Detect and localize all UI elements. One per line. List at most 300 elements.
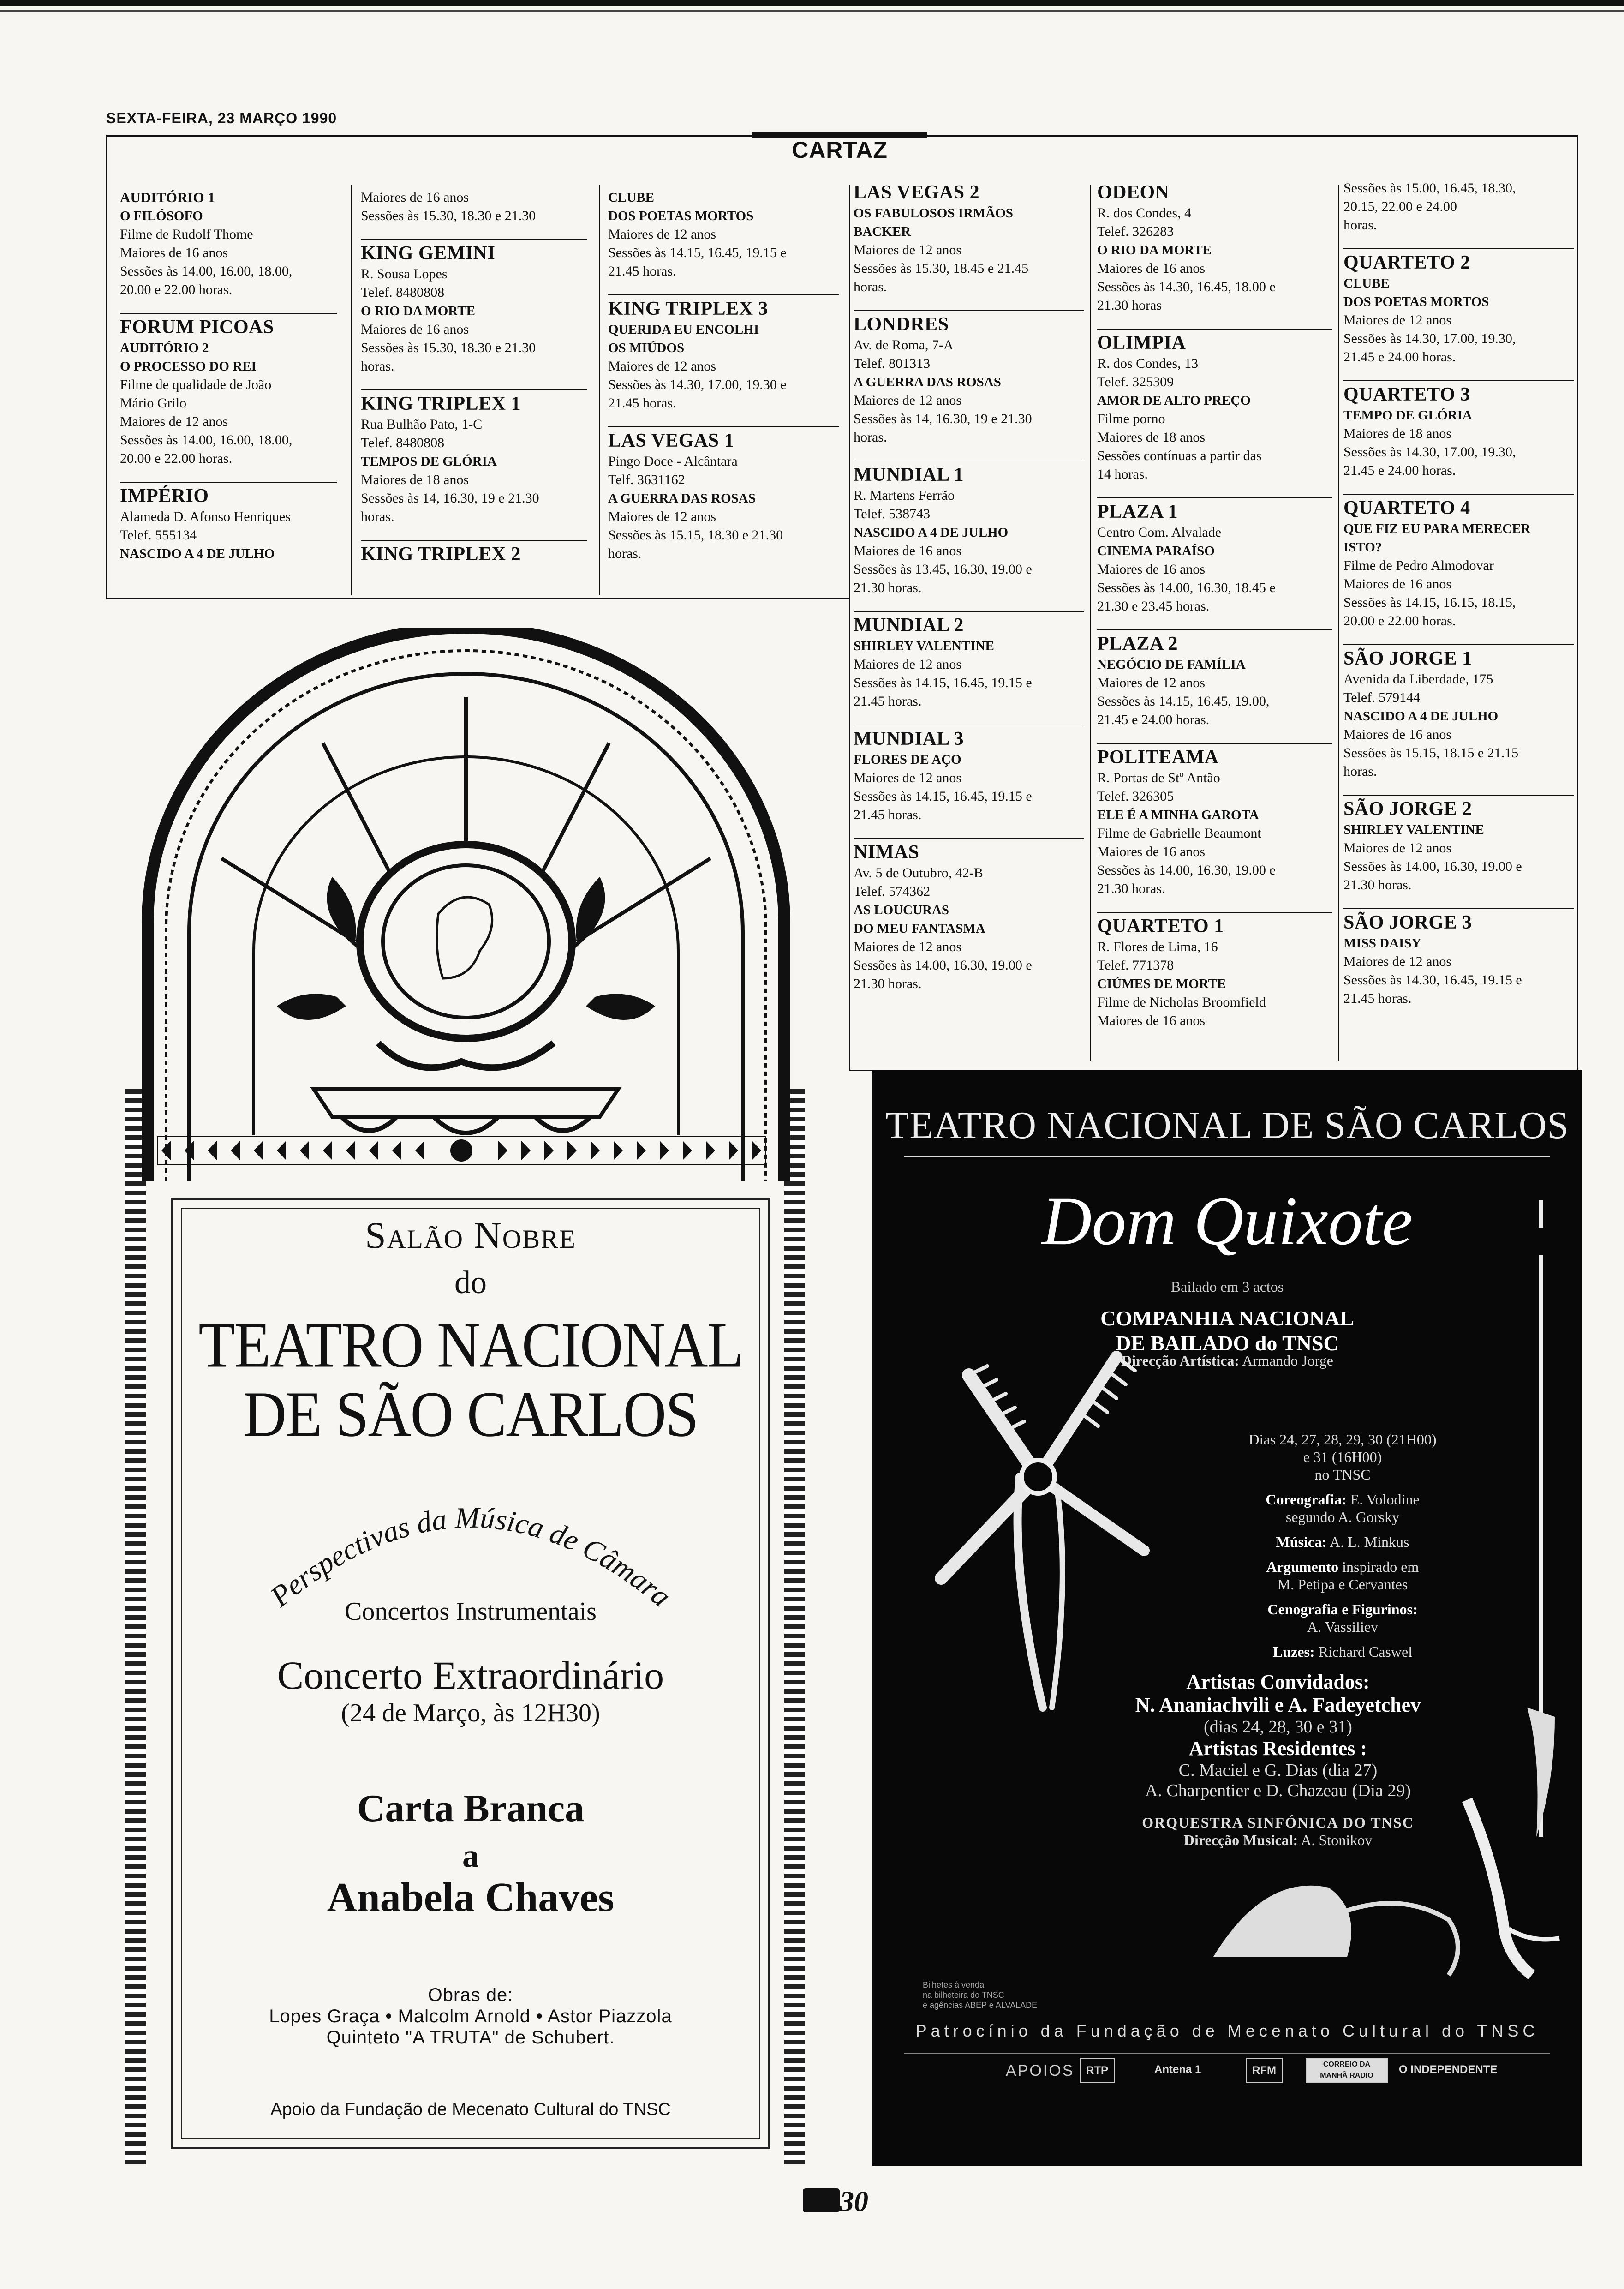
listing-line: horas.	[1343, 217, 1377, 233]
listing-line: Filme porno	[1097, 411, 1165, 426]
listing-line: Telef. 574362	[854, 884, 931, 899]
listing-line: Maiores de 12 anos	[1343, 954, 1452, 969]
page-number: 30	[840, 2186, 868, 2217]
dq-bilhetes-1: Bilhetes à venda	[923, 1980, 985, 1989]
listing-quarteto-1	[1097, 912, 1332, 1030]
film-title: MISS DAISY	[1343, 936, 1421, 951]
film-title: A GUERRA DAS ROSAS	[608, 491, 756, 506]
listing-king-triplex-3	[608, 294, 839, 413]
listing-line: Sessões às 15.15, 18.30 e 21.30	[608, 527, 783, 543]
dq-musica-name: A. L. Minkus	[1329, 1534, 1409, 1550]
listing-line: Sessões às 14.00, 16.30, 19.00 e	[854, 958, 1032, 973]
top-rule	[0, 0, 1624, 6]
listing-line: Filme de Pedro Almodovar	[1343, 558, 1494, 573]
venue-name: MUNDIAL 2	[854, 615, 964, 636]
listing-line: R. Portas de Stº Antão	[1097, 770, 1220, 785]
venue-name: QUARTETO 4	[1343, 497, 1470, 519]
cartaz-column-5	[1097, 181, 1332, 1044]
listing-line: 21.30 e 23.45 horas.	[1097, 599, 1210, 614]
listing-line: horas.	[854, 430, 887, 445]
ad-de-sao-carlos: DE SÃO CARLOS	[243, 1378, 698, 1450]
cartaz-border-mid	[849, 598, 850, 1071]
venue-rule	[120, 313, 337, 314]
listing-line: R. Flores de Lima, 16	[1097, 939, 1218, 954]
dq-companhia-line1: COMPANHIA NACIONAL	[1100, 1306, 1354, 1330]
listing-las-vegas-1	[608, 426, 839, 563]
venue-name: KING TRIPLEX 3	[608, 298, 768, 319]
listing-line: 21.30 horas	[1097, 298, 1162, 313]
listing-las-vegas-2	[854, 181, 1084, 296]
listing-line: horas.	[361, 509, 394, 524]
listing-line: Sessões às 14.00, 16.30, 19.00 e	[1097, 863, 1276, 878]
listing-line: horas.	[608, 546, 642, 561]
listing-line: Telef. 579144	[1343, 690, 1421, 705]
venue-name: QUARTETO 1	[1097, 916, 1224, 937]
listing-line: Maiores de 12 anos	[854, 939, 962, 954]
film-title: A GUERRA DAS ROSAS	[854, 375, 1001, 389]
dq-artistas	[1015, 1671, 1541, 1801]
venue-name: NIMAS	[854, 842, 919, 863]
listing-line: Av. 5 de Outubro, 42-B	[854, 865, 983, 881]
ad-concertos-instrumentais: Concertos Instrumentais	[345, 1597, 597, 1626]
listing-line: 21.30 horas.	[854, 976, 922, 991]
listing-line: Maiores de 16 anos	[361, 190, 469, 205]
venue-rule	[1343, 908, 1574, 909]
cartaz-border-right	[1577, 137, 1578, 1071]
dq-production-info	[1080, 1431, 1606, 1660]
venue-subname: AUDITÓRIO 2	[120, 341, 209, 355]
ad-carta-branca: Carta Branca	[357, 1787, 585, 1830]
dq-cenografia-name: A. Vassiliev	[1307, 1618, 1379, 1635]
listing-plaza-2	[1097, 629, 1332, 729]
dq-orquestra-name: ORQUESTRA SINFÓNICA DO TNSC	[1142, 1814, 1414, 1831]
dq-argumento	[1080, 1558, 1606, 1576]
listing-quarteto-3	[1343, 380, 1574, 480]
venue-rule	[854, 310, 1084, 311]
newspaper-logo	[803, 2188, 840, 2212]
venue-name: LONDRES	[854, 314, 949, 335]
col-divider-3	[849, 185, 850, 600]
listing-line: Maiores de 12 anos	[608, 227, 716, 242]
listing-line: Sessões às 15.15, 18.15 e 21.15	[1343, 745, 1519, 761]
listing-line: Centro Com. Alvalade	[1097, 525, 1222, 540]
dq-residentes-2: A. Charpentier e D. Chazeau (Dia 29)	[1145, 1781, 1411, 1800]
listing-mundial-2	[854, 611, 1084, 711]
frieze-ornament	[157, 1136, 766, 1165]
dq-musica	[1080, 1533, 1606, 1551]
listing-line: Maiores de 12 anos	[120, 414, 228, 429]
listing-line: horas.	[1343, 764, 1377, 779]
listing-line: Sessões às 14.00, 16.30, 19.00 e	[1343, 859, 1522, 874]
listing-plaza-1	[1097, 497, 1332, 616]
dq-bilhetes-2: na bilheteira do TNSC	[923, 1990, 1004, 2000]
dq-cenografia-label: Cenografia e Figurinos:	[1267, 1601, 1418, 1618]
film-title: SHIRLEY VALENTINE	[1343, 822, 1484, 837]
listing-line: Maiores de 12 anos	[608, 359, 716, 374]
venue-name: QUARTETO 3	[1343, 384, 1470, 405]
listing-line: 21.30 horas.	[854, 580, 922, 595]
dq-convidados-title: Artistas Convidados:	[1186, 1671, 1370, 1693]
film-title: CLUBE	[608, 190, 654, 205]
listing-line: Telef. 538743	[854, 506, 931, 521]
ad-perspectivas-arc-text	[181, 1463, 760, 1620]
listing-line: R. Martens Ferrão	[854, 488, 955, 503]
dq-direccao-label: Direcção Artística:	[1121, 1352, 1240, 1369]
listing-line: Sessões às 15.30, 18.30 e 21.30	[361, 340, 536, 355]
dq-coreografia-2: segundo A. Gorsky	[1285, 1509, 1400, 1525]
correio-logo: CORREIO DA MANHÃ RADIO	[1306, 2058, 1388, 2083]
listing-line: Telef. 555134	[120, 527, 197, 543]
venue-rule	[1097, 497, 1332, 498]
listing-line: Telef. 8480808	[361, 435, 445, 450]
venue-name: LAS VEGAS 1	[608, 430, 734, 451]
venue-rule	[854, 838, 1084, 839]
ad-obras-title: Obras de:	[428, 1985, 513, 2005]
venue-name: AUDITÓRIO 1	[120, 189, 215, 205]
listing-line: Sessões às 14.00, 16.30, 18.45 e	[1097, 580, 1276, 595]
venue-name: KING TRIPLEX 1	[361, 393, 521, 414]
listing-line: 21.45 horas.	[854, 694, 922, 709]
listing-line: Sessões às 14.30, 17.00, 19.30,	[1343, 444, 1516, 460]
venue-rule	[1343, 494, 1574, 495]
top-rule-thin	[0, 10, 1624, 12]
listing-line: 21.45 horas.	[854, 807, 922, 822]
listing-line: Maiores de 16 anos	[120, 245, 228, 260]
col-divider-1	[351, 185, 352, 595]
ad-teatro-nacional: TEATRO NACIONAL	[198, 1309, 743, 1381]
listing-auditorio-1	[120, 188, 337, 299]
dq-orquestra	[1015, 1814, 1541, 1849]
listing-line: Sessões às 14.00, 16.00, 18.00,	[120, 264, 293, 279]
cartaz-column-3	[608, 188, 839, 577]
cartaz-column-1	[120, 188, 337, 577]
venue-rule	[1097, 629, 1332, 630]
dq-dias-1: Dias 24, 27, 28, 29, 30 (21H00)	[1248, 1431, 1437, 1448]
listing-line: Sessões contínuas a partir das	[1097, 448, 1262, 463]
listing-sao-jorge-3	[1343, 908, 1574, 1008]
listing-line: 20.00 e 22.00 horas.	[1343, 613, 1456, 629]
venue-rule	[608, 294, 839, 295]
dq-teatro-title: TEATRO NACIONAL DE SÃO CARLOS	[885, 1104, 1569, 1147]
listing-line: Sessões às 14, 16.30, 19 e 21.30	[361, 491, 539, 506]
cartaz-column-2	[361, 188, 587, 580]
dq-companhia-line2: DE BAILADO do TNSC	[1116, 1331, 1339, 1355]
venue-name: SÃO JORGE 3	[1343, 912, 1472, 933]
listing-line: 21.45 e 24.00 horas.	[1097, 712, 1210, 727]
listing-line: 20.00 e 22.00 horas.	[120, 451, 233, 466]
venue-name: SÃO JORGE 1	[1343, 648, 1472, 669]
listing-line: horas.	[361, 359, 394, 374]
ad-border-right	[784, 1089, 805, 2164]
listing-continued	[1343, 179, 1574, 234]
film-title: QUERIDA EU ENCOLHI	[608, 322, 759, 337]
listing-line: Alameda D. Afonso Henriques	[120, 509, 291, 524]
ad-anabela-chaves: Anabela Chaves	[327, 1875, 615, 1920]
listing-line: Telef. 801313	[854, 356, 931, 371]
dq-direccao-musical	[1015, 1831, 1541, 1849]
listing-line: Sessões às 14, 16.30, 19 e 21.30	[854, 411, 1032, 426]
listing-line: Sessões às 14.15, 16.15, 18.15,	[1343, 595, 1516, 610]
listing-king-triplex-1	[361, 389, 587, 526]
listing-line: Sessões às 15.30, 18.30 e 21.30	[361, 208, 536, 223]
dq-luzes-name: Richard Caswel	[1318, 1643, 1413, 1660]
listing-line: Pingo Doce - Alcântara	[608, 454, 738, 469]
cartaz-border-bottom-left	[106, 598, 849, 599]
listing-line: R. Sousa Lopes	[361, 266, 448, 282]
cartaz-column-6	[1343, 179, 1574, 1022]
listing-line: R. dos Condes, 4	[1097, 205, 1192, 221]
film-title: AS LOUCURAS	[854, 903, 949, 917]
listing-line: Sessões às 15.00, 16.45, 18.30,	[1343, 180, 1516, 196]
venue-name: KING TRIPLEX 2	[361, 544, 521, 565]
listing-line: 21.30 horas.	[1097, 881, 1165, 896]
cartaz-column-4	[854, 181, 1084, 1007]
film-title: SHIRLEY VALENTINE	[854, 639, 994, 653]
listing-line: 20.15, 22.00 e 24.00	[1343, 199, 1457, 214]
film-title-cont: DOS POETAS MORTOS	[608, 209, 754, 223]
film-title: TEMPO DE GLÓRIA	[1343, 408, 1472, 423]
listing-line: 21.45 e 24.00 horas.	[1343, 463, 1456, 478]
listing-line: Maiores de 16 anos	[1097, 844, 1206, 859]
ad-concerto-extraordinario: Concerto Extraordinário	[277, 1653, 664, 1697]
dq-title-rule	[904, 1156, 1550, 1157]
listing-line: Maiores de 18 anos	[361, 472, 469, 487]
dq-coreografia-label: Coreografia:	[1266, 1491, 1347, 1508]
listing-line: Filme de Gabrielle Beaumont	[1097, 826, 1261, 841]
listing-politeama	[1097, 743, 1332, 898]
listing-quarteto-2	[1343, 248, 1574, 366]
film-title: O PROCESSO DO REI	[120, 359, 257, 374]
col-divider-2	[599, 185, 600, 595]
venue-name: QUARTETO 2	[1343, 252, 1470, 273]
ad-salao-nobre: Salão Nobre	[365, 1214, 576, 1256]
listing-londres	[854, 310, 1084, 447]
listing-line: 21.45 horas.	[608, 264, 676, 279]
listing-line: Maiores de 12 anos	[1343, 840, 1452, 856]
venue-rule	[1343, 644, 1574, 645]
ad-obras-composers: Lopes Graça • Malcolm Arnold • Astor Piazzola	[269, 2006, 672, 2026]
venue-rule	[1097, 329, 1332, 330]
listing-line: 21.45 horas.	[1343, 991, 1412, 1006]
ad-border-left	[125, 1089, 146, 2164]
listing-line: 21.45 horas.	[608, 395, 676, 411]
venue-rule	[608, 426, 839, 427]
listing-line: Sessões às 14.15, 16.45, 19.15 e	[608, 245, 787, 260]
listing-sao-jorge-1	[1343, 644, 1574, 781]
ad-obras	[181, 1984, 760, 2048]
listing-sao-jorge-2	[1343, 795, 1574, 894]
listing-quarteto-4	[1343, 494, 1574, 630]
dq-coreografia	[1080, 1491, 1606, 1508]
listing-line: Rua Bulhão Pato, 1-C	[361, 417, 483, 432]
listing-line: Filme de Nicholas Broomfield	[1097, 995, 1266, 1010]
col-divider-4	[1090, 185, 1091, 1061]
listing-line: Maiores de 16 anos	[1097, 1013, 1206, 1028]
venue-rule	[1343, 380, 1574, 381]
film-title: O RIO DA MORTE	[1097, 243, 1212, 258]
listing-line: horas.	[854, 279, 887, 294]
listing-line: Maiores de 12 anos	[1097, 675, 1206, 690]
cartaz-title: CARTAZ	[792, 137, 888, 163]
listing-line: Maiores de 12 anos	[1343, 312, 1452, 328]
listing-odeon	[1097, 181, 1332, 315]
ad-obras-quinteto: Quinteto "A TRUTA" de Schubert.	[326, 2027, 615, 2048]
listing-line: Sessões às 14.30, 17.00, 19.30,	[1343, 331, 1516, 346]
dq-direccao-name: Armando Jorge	[1242, 1352, 1333, 1369]
ad-a: a	[462, 1837, 479, 1874]
film-title: O FILÓSOFO	[120, 209, 203, 223]
venue-name: PLAZA 1	[1097, 501, 1178, 522]
listing-olimpia	[1097, 329, 1332, 484]
dq-argumento-text: inspirado em	[1342, 1558, 1419, 1575]
venue-name: OLIMPIA	[1097, 332, 1186, 354]
dq-bilhetes-3: e agências ABEP e ALVALADE	[923, 2001, 1038, 2010]
film-title: ELE É A MINHA GAROTA	[1097, 808, 1259, 822]
listing-line: Maiores de 16 anos	[1097, 261, 1206, 276]
film-title: FLORES DE AÇO	[854, 752, 961, 767]
film-title: NASCIDO A 4 DE JULHO	[854, 525, 1009, 540]
ad-apoio: Apoio da Fundação de Mecenato Cultural do TNSC	[270, 2100, 671, 2119]
ad-do: do	[454, 1265, 487, 1300]
listing-mundial-1	[854, 461, 1084, 597]
film-title: O RIO DA MORTE	[361, 304, 475, 318]
listing-line: 21.45 e 24.00 horas.	[1343, 349, 1456, 365]
listing-line: Filme de Rudolf Thome	[120, 227, 253, 242]
dq-argumento-label: Argumento	[1266, 1558, 1339, 1575]
ad-perspectivas-text: Perspectivas da Música de Câmara	[264, 1501, 677, 1613]
rtp-logo: RTP	[1080, 2058, 1115, 2083]
film-title: QUE FIZ EU PARA MERECER	[1343, 521, 1531, 536]
listing-line: Sessões às 14.15, 16.45, 19.00,	[1097, 694, 1270, 709]
dq-musica-label: Música:	[1276, 1534, 1327, 1550]
dq-coreografia-name: E. Volodine	[1350, 1491, 1420, 1508]
listing-line: Sessões às 14.15, 16.45, 19.15 e	[854, 789, 1032, 804]
film-title-cont: ISTO?	[1343, 540, 1382, 555]
rfm-logo: RFM	[1246, 2058, 1283, 2083]
film-title-cont: DOS POETAS MORTOS	[1343, 294, 1489, 309]
listing-line: Sessões às 14.30, 16.45, 19.15 e	[1343, 972, 1522, 988]
dq-dias-3: no TNSC	[1314, 1466, 1371, 1483]
listing-mundial-3	[854, 725, 1084, 824]
film-title: CINEMA PARAÍSO	[1097, 544, 1215, 558]
listing-line: Maiores de 16 anos	[1343, 576, 1452, 592]
venue-name: SÃO JORGE 2	[1343, 798, 1472, 820]
film-title: NEGÓCIO DE FAMÍLIA	[1097, 657, 1246, 672]
film-title: NASCIDO A 4 DE JULHO	[1343, 709, 1499, 724]
dq-patrocinio: Patrocínio da Fundação de Mecenato Cultural do TNSC	[915, 2021, 1539, 2040]
dq-bailado: Bailado em 3 actos	[1170, 1278, 1284, 1295]
venue-name: MUNDIAL 1	[854, 464, 964, 485]
listing-line: Sessões às 15.30, 18.45 e 21.45	[854, 261, 1029, 276]
dq-bilhetes	[923, 1980, 1126, 2010]
venue-name: IMPÉRIO	[120, 485, 209, 507]
dq-dir-musical-name: A. Stonikov	[1301, 1832, 1373, 1848]
venue-rule	[1343, 248, 1574, 249]
film-title: NASCIDO A 4 DE JULHO	[120, 546, 275, 561]
venue-rule	[1097, 912, 1332, 913]
dq-dias-2: e 31 (16H00)	[1303, 1449, 1382, 1465]
dq-residentes-title: Artistas Residentes :	[1188, 1737, 1367, 1760]
film-title-cont: DO MEU FANTASMA	[854, 921, 985, 936]
listing-clube-poetas	[608, 188, 839, 281]
listing-line: Sessões às 14.15, 16.45, 19.15 e	[854, 675, 1032, 690]
listing-king-gemini	[361, 239, 587, 376]
venue-name: KING GEMINI	[361, 243, 496, 264]
cartaz-border-left	[106, 137, 107, 598]
listing-line: Telef. 326283	[1097, 224, 1174, 239]
listing-line: Maiores de 12 anos	[854, 393, 962, 408]
film-title: OS FABULOSOS IRMÃOS	[854, 206, 1013, 221]
dq-convidados-names: N. Ananiachvili e A. Fadeyetchev	[1135, 1694, 1421, 1716]
listing-line: Sessões às 14.00, 16.00, 18.00,	[120, 432, 293, 448]
listing-line: 14 horas.	[1097, 467, 1148, 482]
dq-luzes-label: Luzes:	[1272, 1643, 1315, 1660]
venue-rule	[120, 482, 337, 483]
venue-rule	[361, 540, 587, 541]
listing-nimas	[854, 838, 1084, 993]
film-title: CIÚMES DE MORTE	[1097, 977, 1226, 991]
listing-line: Av. de Roma, 7-A	[854, 337, 954, 353]
venue-name: LAS VEGAS 2	[854, 182, 980, 203]
listing-line: 21.30 horas.	[1343, 877, 1412, 893]
listing-line: Mário Grilo	[120, 395, 187, 411]
listing-line: Sessões às 13.45, 16.30, 19.00 e	[854, 562, 1032, 577]
ad-concert-date: (24 de Março, às 12H30)	[341, 1699, 600, 1727]
venue-rule	[361, 389, 587, 390]
listing-line: Maiores de 16 anos	[1097, 562, 1206, 577]
venue-rule	[1097, 743, 1332, 744]
listing-line: Maiores de 16 anos	[1343, 727, 1452, 742]
listing-line: Sessões às 14.30, 17.00, 19.30 e	[608, 377, 787, 392]
venue-rule	[361, 239, 587, 240]
listing-line: Telf. 3631162	[608, 472, 685, 487]
dq-cenografia	[1080, 1600, 1606, 1618]
listing-line: Telef. 8480808	[361, 285, 445, 300]
listing-line: R. dos Condes, 13	[1097, 356, 1199, 371]
venue-rule	[1343, 795, 1574, 796]
listing-line: Sessões às 14.30, 16.45, 18.00 e	[1097, 279, 1276, 294]
film-title-cont: BACKER	[854, 224, 911, 239]
listing-continued	[361, 188, 587, 225]
dq-residentes-1: C. Maciel e G. Dias (dia 27)	[1178, 1761, 1378, 1780]
film-title: AMOR DE ALTO PREÇO	[1097, 393, 1251, 408]
listing-line: Telef. 326305	[1097, 789, 1174, 804]
listing-line: Maiores de 16 anos	[854, 543, 962, 558]
dq-convidados-dias: (dias 24, 28, 30 e 31)	[1204, 1717, 1352, 1737]
o-independente-logo: O INDEPENDENTE	[1399, 2063, 1498, 2076]
dateline: SEXTA-FEIRA, 23 MARÇO 1990	[106, 110, 337, 126]
listing-line: Maiores de 16 anos	[361, 322, 469, 337]
listing-line: Maiores de 12 anos	[854, 770, 962, 785]
listing-line: Avenida da Liberdade, 175	[1343, 671, 1493, 687]
venue-rule	[854, 611, 1084, 612]
film-title-cont: OS MIÚDOS	[608, 341, 685, 355]
dq-argumento-2: M. Petipa e Cervantes	[1277, 1576, 1408, 1593]
dq-apoios-label: APOIOS	[1006, 2062, 1075, 2079]
venue-name: FORUM PICOAS	[120, 317, 274, 338]
film-title: CLUBE	[1343, 276, 1390, 291]
listing-line: Filme de qualidade de João	[120, 377, 272, 392]
antena-1-logo: Antena 1	[1154, 2063, 1201, 2076]
arch-ornament-illustration	[138, 628, 794, 1181]
dq-dom-quixote-title: Dom Quixote	[1042, 1183, 1413, 1259]
listing-line: 20.00 e 22.00 horas.	[120, 282, 233, 297]
venue-name: PLAZA 2	[1097, 633, 1178, 654]
listing-line: Maiores de 12 anos	[608, 509, 716, 524]
dq-dir-musical-label: Direcção Musical:	[1183, 1832, 1298, 1848]
listing-line: Telef. 325309	[1097, 374, 1174, 389]
venue-name: MUNDIAL 3	[854, 728, 964, 749]
